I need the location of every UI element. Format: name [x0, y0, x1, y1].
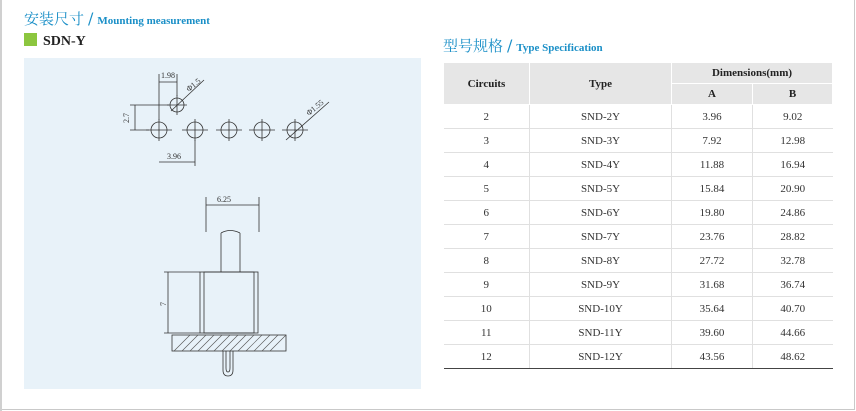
table-row	[444, 105, 833, 129]
header-type: Type	[530, 63, 672, 105]
dim-hole-small: Φ1.5	[184, 76, 203, 94]
cell-b: 9.02	[753, 105, 833, 129]
table-row	[444, 249, 833, 273]
mounting-drawing-svg	[24, 58, 421, 389]
cell-a: 43.56	[672, 345, 753, 369]
table-row	[444, 273, 833, 297]
mounting-title-cn: 安装尺寸	[24, 10, 85, 28]
cell-circuits: 12	[444, 345, 530, 369]
cell-b: 44.66	[753, 321, 833, 345]
table-row	[444, 153, 833, 177]
green-square-icon	[24, 33, 37, 46]
cell-circuits: 11	[444, 321, 530, 345]
spec-title-cn: 型号规格	[443, 37, 504, 55]
mounting-separator: /	[88, 9, 94, 28]
cell-a: 3.96	[672, 105, 753, 129]
table-row	[444, 321, 833, 345]
cell-a: 19.80	[672, 201, 753, 225]
cell-type: SND-6Y	[530, 201, 672, 225]
cell-b: 24.86	[753, 201, 833, 225]
dim-6-25: 6.25	[217, 195, 231, 204]
left-rule	[0, 0, 2, 411]
mounting-drawing	[24, 58, 421, 389]
table-row	[444, 129, 833, 153]
table-row	[444, 297, 833, 321]
table-row	[444, 345, 833, 369]
spec-title-en: Type Specification	[516, 42, 603, 54]
cell-type: SND-12Y	[530, 345, 672, 369]
cell-type: SND-3Y	[530, 129, 672, 153]
cell-a: 27.72	[672, 249, 753, 273]
cell-circuits: 10	[444, 297, 530, 321]
cell-b: 12.98	[753, 129, 833, 153]
header-a: A	[672, 84, 753, 105]
model-label	[24, 33, 86, 50]
table-row	[444, 177, 833, 201]
cell-b: 40.70	[753, 297, 833, 321]
header-b: B	[753, 84, 833, 105]
cell-a: 23.76	[672, 225, 753, 249]
cell-b: 20.90	[753, 177, 833, 201]
dim-1-98: 1.98	[161, 71, 175, 80]
spec-table	[443, 62, 833, 369]
header-circuits: Circuits	[444, 63, 530, 105]
cell-type: SND-5Y	[530, 177, 672, 201]
cell-a: 11.88	[672, 153, 753, 177]
cell-b: 16.94	[753, 153, 833, 177]
cell-b: 32.78	[753, 249, 833, 273]
cell-a: 7.92	[672, 129, 753, 153]
cell-b: 28.82	[753, 225, 833, 249]
cell-type: SND-9Y	[530, 273, 672, 297]
header-dimensions: Dimensions(mm)	[672, 63, 833, 84]
cell-circuits: 9	[444, 273, 530, 297]
mounting-heading	[24, 8, 210, 29]
spec-heading	[443, 35, 603, 56]
cell-a: 15.84	[672, 177, 753, 201]
cell-a: 39.60	[672, 321, 753, 345]
cell-circuits: 3	[444, 129, 530, 153]
dim-hole-large: Φ1.55	[304, 97, 326, 118]
model-name: SDN-Y	[43, 34, 86, 49]
cell-circuits: 5	[444, 177, 530, 201]
dim-3-96: 3.96	[167, 152, 181, 161]
cell-type: SND-4Y	[530, 153, 672, 177]
cell-a: 35.64	[672, 297, 753, 321]
cell-type: SND-7Y	[530, 225, 672, 249]
dim-7: 7	[159, 302, 168, 306]
cell-circuits: 7	[444, 225, 530, 249]
table-row	[444, 201, 833, 225]
cell-type: SND-11Y	[530, 321, 672, 345]
cell-circuits: 4	[444, 153, 530, 177]
cell-circuits: 2	[444, 105, 530, 129]
cell-b: 36.74	[753, 273, 833, 297]
cell-type: SND-8Y	[530, 249, 672, 273]
cell-a: 31.68	[672, 273, 753, 297]
cell-circuits: 6	[444, 201, 530, 225]
spec-separator: /	[507, 36, 513, 55]
cell-b: 48.62	[753, 345, 833, 369]
mounting-title-en: Mounting measurement	[97, 15, 210, 27]
cell-circuits: 8	[444, 249, 530, 273]
cell-type: SND-2Y	[530, 105, 672, 129]
table-row	[444, 225, 833, 249]
dim-2-7: 2.7	[122, 113, 131, 123]
cell-type: SND-10Y	[530, 297, 672, 321]
